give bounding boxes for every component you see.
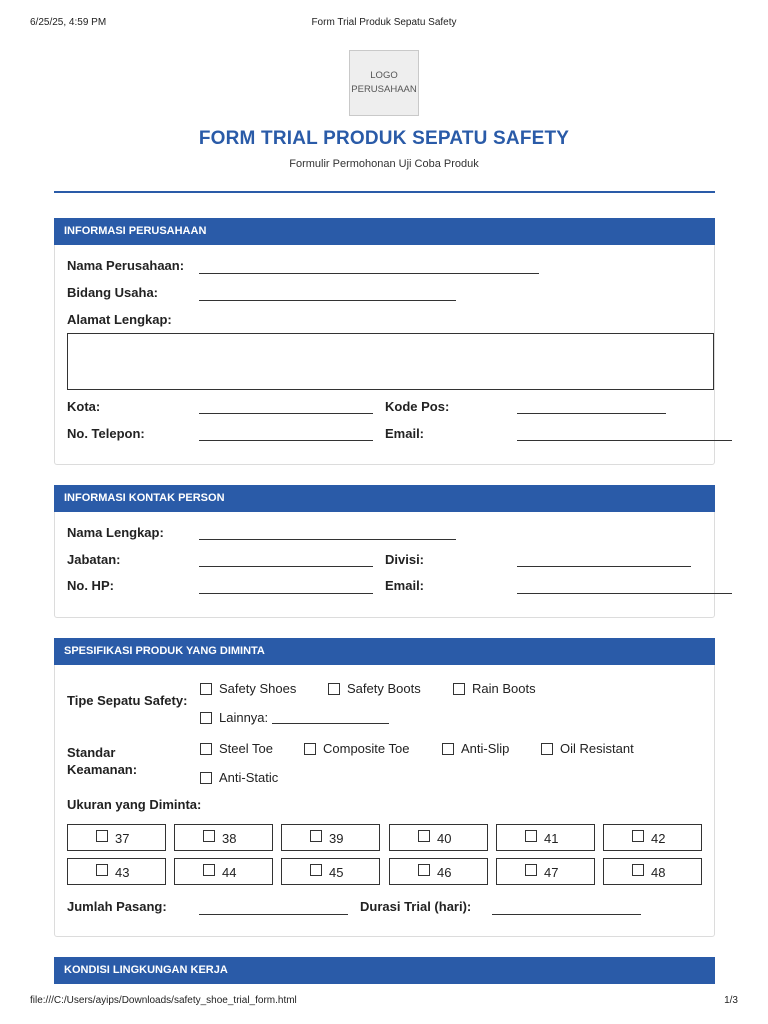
full-name-label: Nama Lengkap: <box>67 525 164 540</box>
product-spec-heading: SPESIFIKASI PRODUK YANG DIMINTA <box>54 638 715 665</box>
checkbox[interactable] <box>203 864 215 876</box>
full-name-field[interactable] <box>199 539 456 540</box>
size-value: 43 <box>115 865 130 880</box>
size-option-37[interactable] <box>67 824 166 851</box>
shoe-type-option-safety-boots[interactable] <box>328 681 421 696</box>
postal-code-label: Kode Pos: <box>385 399 450 414</box>
pair-count-label: Jumlah Pasang: <box>67 899 167 914</box>
size-value: 42 <box>651 831 666 846</box>
shoe-type-label: Tipe Sepatu Safety: <box>67 693 188 708</box>
print-file-path: file:///C:/Users/ayips/Downloads/safety_shoe_trial_form.html <box>30 995 297 1006</box>
company-logo-placeholder <box>349 50 419 116</box>
contact-email-field[interactable] <box>517 593 732 594</box>
logo-text-line1: LOGO <box>370 70 398 81</box>
checkbox[interactable] <box>525 864 537 876</box>
sizes-label: Ukuran yang Diminta: <box>67 797 202 812</box>
checkbox[interactable] <box>200 683 212 695</box>
mobile-label: No. HP: <box>67 578 114 593</box>
company-name-field[interactable] <box>199 273 539 274</box>
city-label: Kota: <box>67 399 101 414</box>
position-label: Jabatan: <box>67 552 121 567</box>
size-value: 45 <box>329 865 344 880</box>
contact-info-heading: INFORMASI KONTAK PERSON <box>54 485 715 512</box>
company-email-label: Email: <box>385 426 425 441</box>
option-label: Lainnya: <box>219 710 269 725</box>
size-option-39[interactable] <box>281 824 380 851</box>
other-shoe-type-field[interactable] <box>272 711 389 724</box>
trial-duration-field[interactable] <box>492 914 641 915</box>
standard-option-steel-toe[interactable] <box>200 741 273 756</box>
company-name-label: Nama Perusahaan: <box>67 258 185 273</box>
shoe-type-option-safety-shoes[interactable] <box>200 681 296 696</box>
standard-option-anti-static[interactable] <box>200 770 278 785</box>
work-environment-heading: KONDISI LINGKUNGAN KERJA <box>54 957 715 984</box>
company-email-field[interactable] <box>517 440 732 441</box>
trial-duration-label: Durasi Trial (hari): <box>360 899 472 914</box>
option-label: Oil Resistant <box>560 741 634 756</box>
checkbox[interactable] <box>453 683 465 695</box>
size-option-43[interactable] <box>67 858 166 885</box>
size-option-41[interactable] <box>496 824 595 851</box>
postal-code-field[interactable] <box>517 413 666 414</box>
checkbox[interactable] <box>200 772 212 784</box>
option-label: Anti-Static <box>219 770 279 785</box>
size-value: 48 <box>651 865 666 880</box>
checkbox[interactable] <box>310 864 322 876</box>
checkbox[interactable] <box>525 830 537 842</box>
checkbox[interactable] <box>442 743 454 755</box>
checkbox[interactable] <box>632 864 644 876</box>
division-field[interactable] <box>517 566 691 567</box>
shoe-type-option-other[interactable] <box>200 710 389 725</box>
checkbox[interactable] <box>96 864 108 876</box>
standard-option-anti-slip[interactable] <box>442 741 509 756</box>
mobile-field[interactable] <box>199 593 373 594</box>
option-label: Steel Toe <box>219 741 273 756</box>
checkbox[interactable] <box>632 830 644 842</box>
option-label: Composite Toe <box>323 741 410 756</box>
checkbox[interactable] <box>328 683 340 695</box>
checkbox[interactable] <box>200 712 212 724</box>
business-field-field[interactable] <box>199 300 456 301</box>
size-option-48[interactable] <box>603 858 702 885</box>
size-option-42[interactable] <box>603 824 702 851</box>
document-title: FORM TRIAL PRODUK SEPATU SAFETY <box>198 128 570 149</box>
size-value: 37 <box>115 831 130 846</box>
phone-label: No. Telepon: <box>67 426 145 441</box>
size-value: 40 <box>437 831 452 846</box>
phone-field[interactable] <box>199 440 373 441</box>
size-value: 46 <box>437 865 452 880</box>
size-value: 44 <box>222 865 237 880</box>
size-value: 47 <box>544 865 559 880</box>
option-label: Rain Boots <box>472 681 536 696</box>
print-datetime: 6/25/25, 4:59 PM <box>30 17 107 28</box>
safety-standard-label-line1: Standar <box>67 745 116 760</box>
position-field[interactable] <box>199 566 373 567</box>
checkbox[interactable] <box>304 743 316 755</box>
shoe-type-option-rain-boots[interactable] <box>453 681 536 696</box>
division-label: Divisi: <box>385 552 425 567</box>
business-field-label: Bidang Usaha: <box>67 285 159 300</box>
checkbox[interactable] <box>200 743 212 755</box>
size-option-44[interactable] <box>174 858 273 885</box>
logo-text-line2: PERUSAHAAN <box>351 84 417 95</box>
document-subtitle: Formulir Permohonan Uji Coba Produk <box>289 158 479 170</box>
checkbox[interactable] <box>96 830 108 842</box>
size-option-45[interactable] <box>281 858 380 885</box>
size-value: 41 <box>544 831 559 846</box>
standard-option-oil-resistant[interactable] <box>541 741 634 756</box>
option-label: Safety Boots <box>347 681 421 696</box>
checkbox[interactable] <box>203 830 215 842</box>
standard-option-composite-toe[interactable] <box>304 741 409 756</box>
size-value: 38 <box>222 831 237 846</box>
checkbox[interactable] <box>541 743 553 755</box>
checkbox[interactable] <box>418 830 430 842</box>
print-page-title: Form Trial Produk Sepatu Safety <box>311 17 457 28</box>
city-field[interactable] <box>199 413 373 414</box>
size-option-46[interactable] <box>389 858 488 885</box>
print-page-indicator: 1/3 <box>724 995 738 1006</box>
size-option-38[interactable] <box>174 824 273 851</box>
option-label: Anti-Slip <box>461 741 510 756</box>
address-label: Alamat Lengkap: <box>67 312 172 327</box>
size-option-47[interactable] <box>496 858 595 885</box>
contact-email-label: Email: <box>385 578 425 593</box>
pair-count-field[interactable] <box>199 914 348 915</box>
option-label: Safety Shoes <box>219 681 297 696</box>
safety-standard-label-line2: Keamanan: <box>67 762 138 777</box>
checkbox[interactable] <box>418 864 430 876</box>
address-textarea[interactable] <box>67 333 714 390</box>
company-info-heading: INFORMASI PERUSAHAAN <box>54 218 715 245</box>
checkbox[interactable] <box>310 830 322 842</box>
title-divider <box>54 191 715 193</box>
size-option-40[interactable] <box>389 824 488 851</box>
size-value: 39 <box>329 831 344 846</box>
